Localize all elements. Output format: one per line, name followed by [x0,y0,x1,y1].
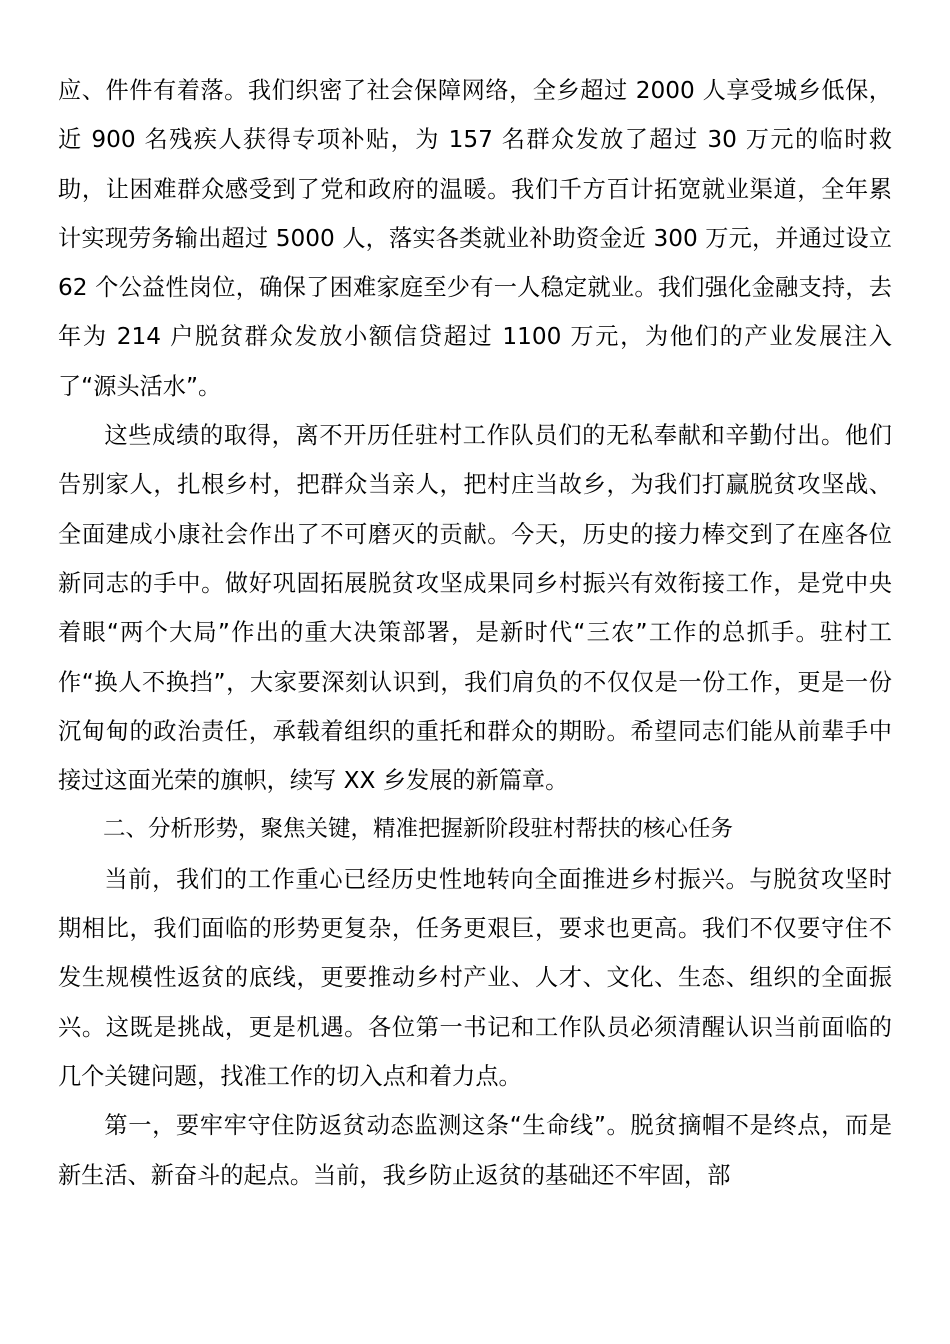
section-heading-two: 二、分析形势，聚焦关键，精准把握新阶段驻村帮扶的核心任务 [103,816,734,843]
paragraph-first-point: 第一，要牢牢守住防返贫动态监测这条“生命线”。脱贫摘帽不是终点，而是新生活、新奋斗的起点。当前，我乡防止返贫的基础还不牢固，部 [58,1112,892,1189]
paragraph-current-situation: 当前，我们的工作重心已经历史性地转向全面推进乡村振兴。与脱贫攻坚时期相比，我们面临的形势更复杂，任务更艰巨，要求也更高。我们不仅要守住不发生规模性返贫的底线，更要推动乡村产业、人才、文化、生态、组织的全面振兴。这既是挑战，更是机遇。各位第一书记和工作队员必须清醒认识当前面临的几个关键问题，找准工作的切入点和着力点。 [58,865,892,1090]
paragraph-work-team-contribution: 这些成绩的取得，离不开历任驻村工作队员们的无私奉献和辛勤付出。他们告别家人，扎根乡村，把群众当亲人，把村庄当故乡，为我们打赢脱贫攻坚战、全面建成小康社会作出了不可磨灭的贡献。今天，历史的接力棒交到了在座各位新同志的手中。做好巩固拓展脱贫攻坚成果同乡村振兴有效衔接工作，是党中央着眼“两个大局”作出的重大决策部署，是新时代“三农”工作的总抓手。驻村工作“换人不换挡”，大家要深刻认识到，我们肩负的不仅仅是一份工作，更是一份沉甸甸的政治责任，承载着组织的重托和群众的期盼。希望同志们能从前辈手中接过这面光荣的旗帜，续写 XX 乡发展的新篇章。 [58,422,892,795]
document-page [58,66,892,1200]
paragraph-social-security: 应、件件有着落。我们织密了社会保障网络，全乡超过 2000 人享受城乡低保，近 900 名残疾人获得专项补贴，为 157 名群众发放了超过 30 万元的临时救助，让困难群众感受到了党和政府的温暖。我们千方百计拓宽就业渠道，全年累计实现劳务输出超过 5000 人，落实各类就业补助资金近 300 万元，并通过设立 62 个公益性岗位，确保了困难家庭至少有一人稳定就业。我们强化金融支持，去年为 214 户脱贫群众发放小额信贷超过 1100 万元，为他们的产业发展注入了“源头活水”。 [58,77,892,400]
